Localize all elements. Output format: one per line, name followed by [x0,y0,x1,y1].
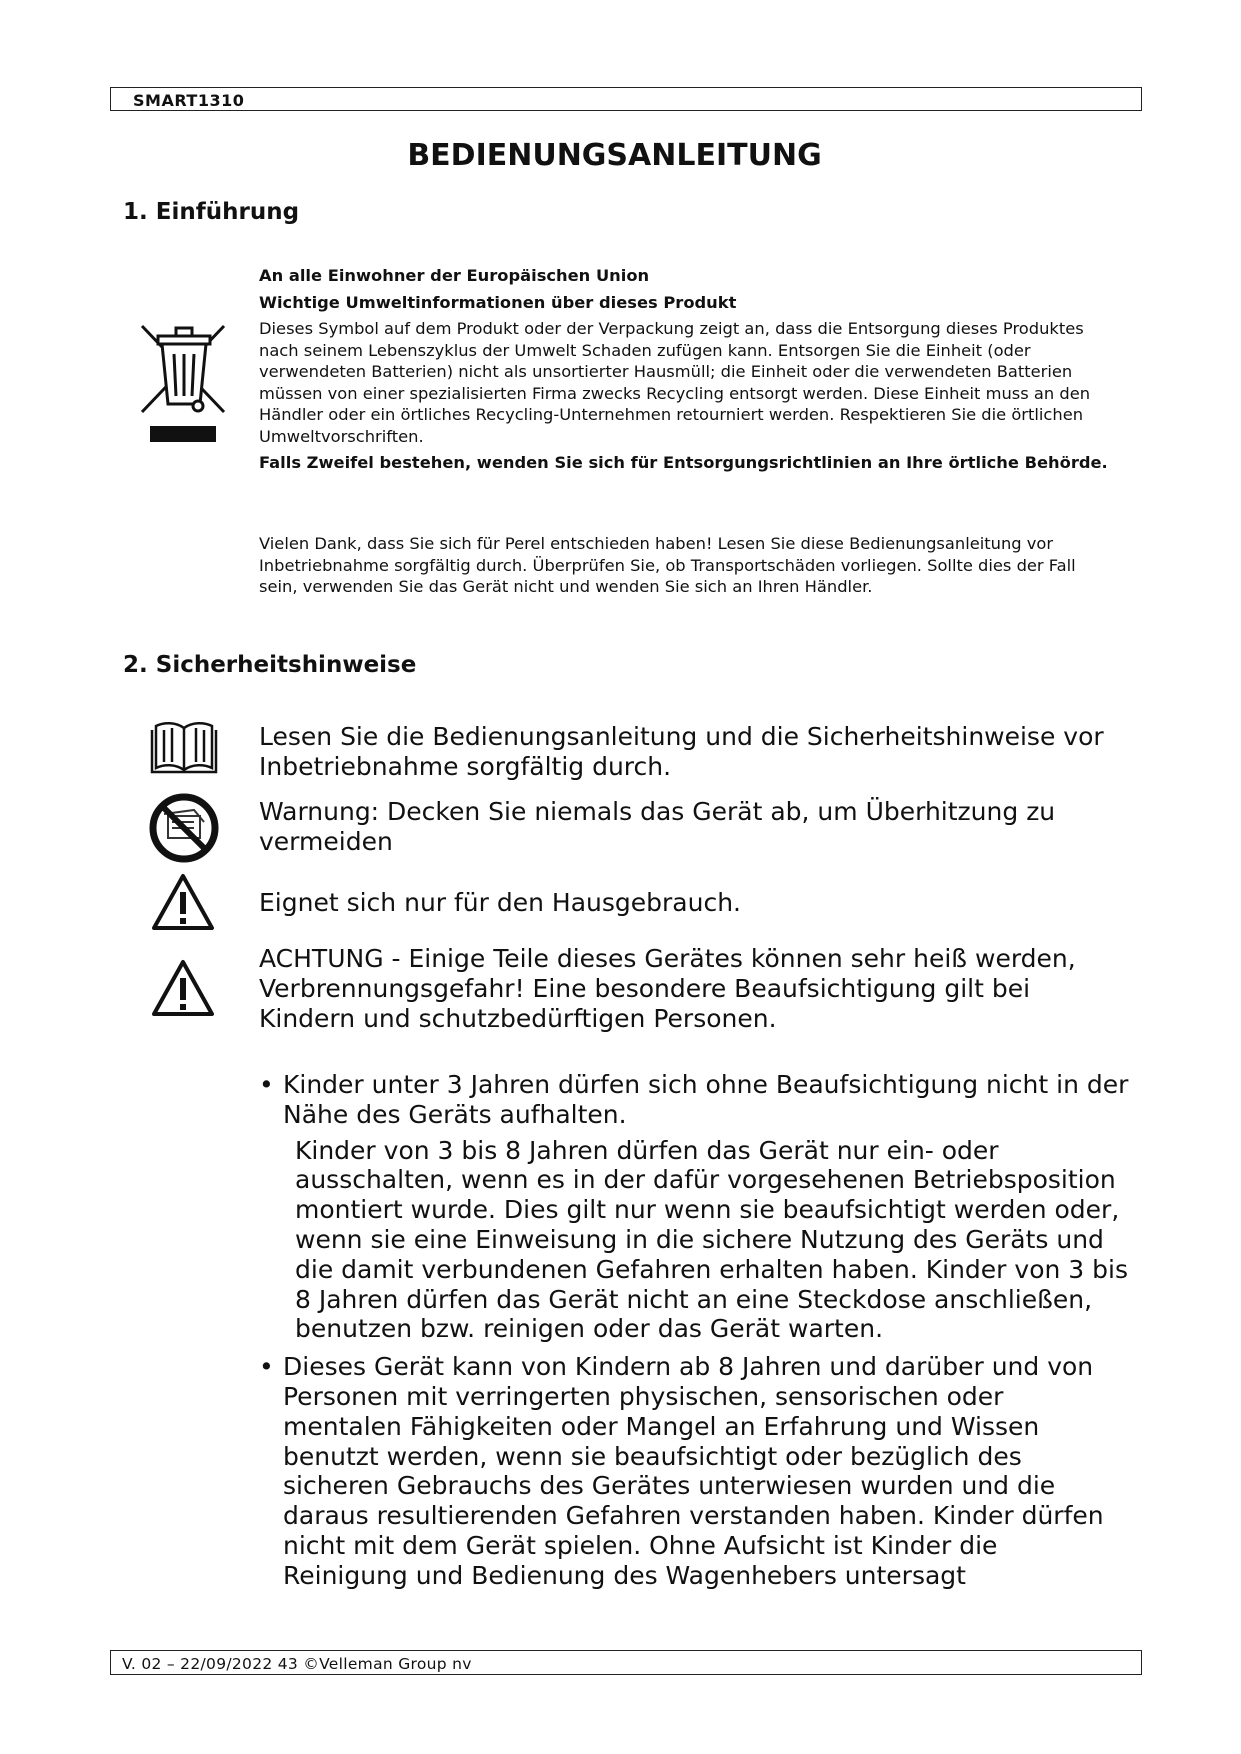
safety-notice-2: Warnung: Decken Sie niemals das Gerät ab, um Überhitzung zu vermeiden [259,797,1056,856]
do-not-cover-icon [148,792,220,864]
list-item [259,1352,1129,1590]
section-heading-safety: 2. Sicherheitshinweise [123,652,417,678]
book-icon [150,718,218,774]
bullet-text: Kinder unter 3 Jahren dürfen sich ohne Beaufsichtigung nicht in der Nähe des Geräts aufhalten. [283,1070,1129,1129]
doubt-text: Falls Zweifel bestehen, wenden Sie sich für Entsorgungsrichtlinien an Ihre örtliche Behörde. [259,453,1108,472]
header-bar [110,87,1142,111]
document-title: BEDIENUNGSANLEITUNG [407,138,822,173]
warning-triangle-icon [150,958,216,1018]
safety-bullet-list [259,1070,1129,1599]
environment-text: Dieses Symbol auf dem Produkt oder der Verpackung zeigt an, dass die Entsorgung dieses Produktes nach seinem Lebenszyklus der Umwelt Schaden zufügen kann. Entsorgen Sie die Einheit (oder verwendeten Batterien) nicht als unsortierter Hausmüll; die Einheit oder die verwendeten Batterien müssen von einer spezialisierten Firma zwecks Recycling entsorgt werden. Diese Einheit muss an den Händler oder ein örtliches Recycling-Unternehmen retourniert werden. Respektieren Sie die örtlichen Umweltvorschriften. [259,319,1091,446]
environment-heading: Wichtige Umweltinformationen über dieses Produkt [259,292,737,312]
bullet-text: Kinder von 3 bis 8 Jahren dürfen das Gerät nur ein- oder ausschalten, wenn es in der dafür vorgesehenen Betriebsposition montiert wurde. Dies gilt nur wenn sie beaufsichtigt werden oder, wenn sie eine Einweisung in die sichere Nutzung des Geräts und die damit verbundenen Gefahren erhalten haben. Kinder von 3 bis 8 Jahren dürfen das Gerät nicht an eine Steckdose anschließen, benutzen bzw. reinigen oder das Gerät warten. [295,1135,1128,1344]
bullet-dot: • [259,1352,274,1382]
safety-notice-4: ACHTUNG - Einige Teile dieses Gerätes können sehr heiß werden, Verbrennungsgefahr! Eine besondere Beaufsichtigung gilt bei Kindern und schutzbedürftigen Personen. [259,944,1076,1033]
model-label: SMART1310 [133,91,245,110]
warning-triangle-icon [150,872,216,932]
bullet-dot: • [259,1070,274,1099]
footer-text: V. 02 – 22/09/2022 43 ©Velleman Group nv [122,1655,472,1673]
thanks-text: Vielen Dank, dass Sie sich für Perel entschieden haben! Lesen Sie diese Bedienungsanleitung vor Inbetriebnahme sorgfältig durch. Überprüfen Sie, ob Transportschäden vorliegen. Sollte dies der Fall sein, verwenden Sie das Gerät nicht und wenden Sie sich an Ihren Händler. [259,534,1076,596]
bullet-text: Dieses Gerät kann von Kindern ab 8 Jahren und darüber und von Personen mit verringerten physischen, sensorischen oder mentalen Fähigkeiten oder Mangel an Erfahrung und Wissen benutzt werden, wenn sie beaufsichtigt oder bezüglich des sicheren Gebrauchs des Gerätes unterwiesen wurden und die daraus resultierenden Gefahren verstanden haben. Kinder dürfen nicht mit dem Gerät spielen. Ohne Aufsicht ist Kinder die Reinigung und Bedienung des Wagenhebers untersagt [283,1352,1104,1590]
weee-notice [259,265,1109,474]
thanks-paragraph [259,533,1109,598]
weee-bin-icon [140,322,230,442]
eu-heading: An alle Einwohner der Europäischen Union [259,266,650,285]
safety-notice-1: Lesen Sie die Bedienungsanleitung und die Sicherheitshinweise vor Inbetriebnahme sorgfältig durch. [259,722,1104,781]
footer-bar [110,1650,1142,1675]
list-item [259,1070,1129,1344]
section-heading-introduction: 1. Einführung [123,199,300,225]
safety-notice-3: Eignet sich nur für den Hausgebrauch. [259,888,742,917]
